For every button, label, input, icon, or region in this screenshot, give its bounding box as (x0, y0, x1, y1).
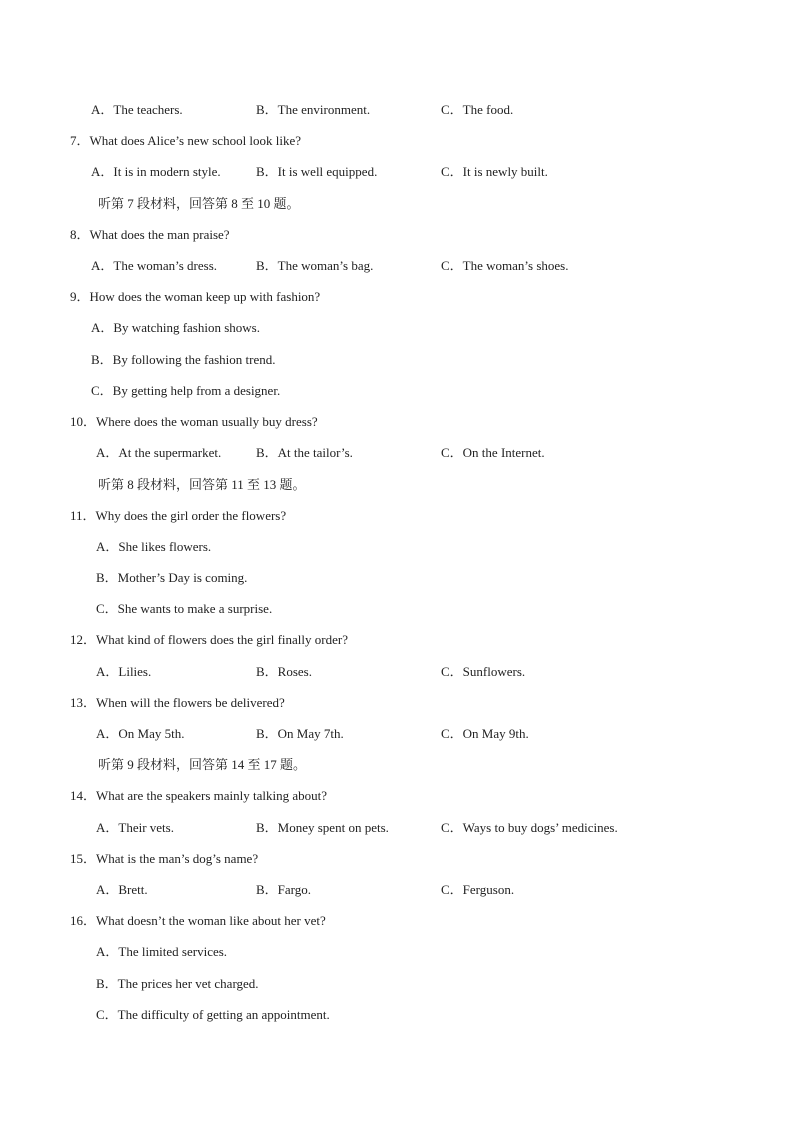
section-8-heading: 听第 8 段材料，回答第 11 至 13 题。 (98, 477, 306, 492)
q9-option-c-line (0, 381, 794, 401)
q12-option-b: B．Roses. (256, 664, 312, 679)
q14-option-b: B．Money spent on pets. (256, 820, 389, 835)
q11-question: 11．Why does the girl order the flowers? (70, 508, 287, 523)
q7-question: 7．What does Alice’s new school look like? (70, 133, 302, 148)
q11-option-a-line (0, 537, 794, 557)
q16-option-b: B．The prices her vet charged. (96, 976, 259, 991)
q16-option-a: A．The limited services. (96, 944, 228, 959)
q8-options (0, 256, 794, 276)
q16-option-c: C．The difficulty of getting an appointment. (96, 1007, 330, 1022)
q9-option-b-line (0, 350, 794, 370)
q13-option-c: C．On May 9th. (441, 726, 529, 741)
q15-question: 15．What is the man’s dog’s name? (70, 851, 259, 866)
q11-option-a: A．She likes flowers. (96, 539, 212, 554)
q8-question: 8．What does the man praise? (70, 227, 230, 242)
q9-option-b: B．By following the fashion trend. (91, 352, 276, 367)
section-7-heading: 听第 7 段材料，回答第 8 至 10 题。 (98, 196, 300, 211)
q10-option-c: C．On the Internet. (441, 445, 545, 460)
q13-question: 13．When will the flowers be delivered? (70, 695, 285, 710)
q12-option-c: C．Sunflowers. (441, 664, 526, 679)
section-9-heading: 听第 9 段材料，回答第 14 至 17 题。 (98, 757, 307, 772)
q10-option-a: A．At the supermarket. (96, 445, 222, 460)
q10-question: 10．Where does the woman usually buy dress? (70, 414, 318, 429)
q9-option-c: C．By getting help from a designer. (91, 383, 281, 398)
q13-options (0, 724, 794, 744)
q9-option-a: A．By watching fashion shows. (91, 320, 260, 335)
q11-option-c: C．She wants to make a surprise. (96, 601, 273, 616)
q8-option-c: C．The woman’s shoes. (441, 258, 569, 273)
q15-option-c: C．Ferguson. (441, 882, 515, 897)
q8-option-a: A．The woman’s dress. (91, 258, 218, 273)
q14-question: 14．What are the speakers mainly talking about? (70, 788, 328, 803)
q7-option-b: B．It is well equipped. (256, 164, 378, 179)
q6-option-b: B．The environment. (256, 102, 371, 117)
q13-option-a: A．On May 5th. (96, 726, 185, 741)
q12-option-a: A．Lilies. (96, 664, 152, 679)
q16-option-a-line (0, 942, 794, 962)
q15-options (0, 880, 794, 900)
q12-options (0, 662, 794, 682)
q15-option-a: A．Brett. (96, 882, 148, 897)
q16-option-b-line (0, 974, 794, 994)
q11-option-c-line (0, 599, 794, 619)
q6-option-c: C．The food. (441, 102, 514, 117)
q6-option-a: A．The teachers. (91, 102, 183, 117)
q10-options (0, 443, 794, 463)
q7-options (0, 162, 794, 182)
q6-options (0, 100, 794, 120)
q14-option-c: C．Ways to buy dogs’ medicines. (441, 820, 618, 835)
q7-option-a: A．It is in modern style. (91, 164, 221, 179)
q14-option-a: A．Their vets. (96, 820, 174, 835)
q12-question: 12．What kind of flowers does the girl finally order? (70, 632, 348, 647)
q16-option-c-line (0, 1005, 794, 1025)
q9-question: 9．How does the woman keep up with fashion? (70, 289, 321, 304)
q8-option-b: B．The woman’s bag. (256, 258, 374, 273)
q7-option-c: C．It is newly built. (441, 164, 548, 179)
q10-option-b: B．At the tailor’s. (256, 445, 353, 460)
q11-option-b: B．Mother’s Day is coming. (96, 570, 248, 585)
q9-option-a-line (0, 318, 794, 338)
q11-option-b-line (0, 568, 794, 588)
q13-option-b: B．On May 7th. (256, 726, 344, 741)
q14-options (0, 818, 794, 838)
q15-option-b: B．Fargo. (256, 882, 312, 897)
q16-question: 16．What doesn’t the woman like about her vet? (70, 913, 326, 928)
